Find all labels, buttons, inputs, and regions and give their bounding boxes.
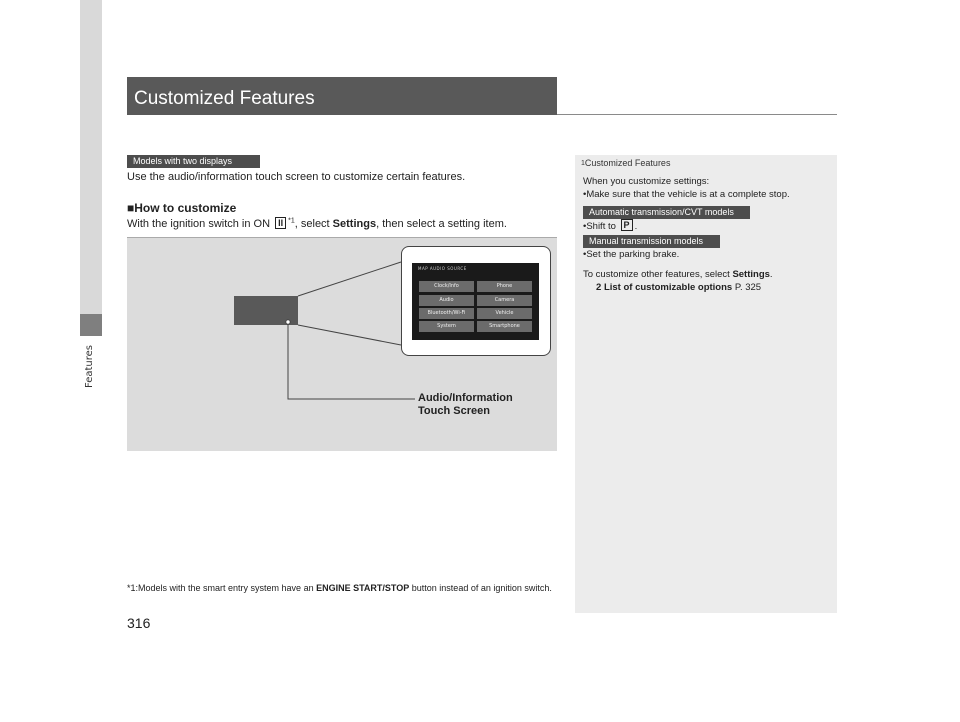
screen-btn-vehicle: Vehicle bbox=[477, 308, 532, 319]
panel-other-settings: Settings bbox=[732, 269, 770, 280]
screen-btn-clock: Clock/Info bbox=[419, 281, 474, 292]
footnote-prefix: *1:Models with the smart entry system have an bbox=[127, 583, 317, 593]
figure-label bbox=[418, 392, 513, 418]
link-page: P. 325 bbox=[732, 282, 762, 293]
park-key-label: P bbox=[621, 219, 633, 231]
screen-btn-bluetooth: Bluetooth/Wi-Fi bbox=[419, 308, 474, 319]
footnote-suffix: button instead of an ignition switch. bbox=[409, 583, 552, 593]
screen-btn-system: System bbox=[419, 321, 474, 332]
screen-btn-audio: Audio bbox=[419, 295, 474, 306]
customizable-options-link[interactable] bbox=[596, 282, 761, 293]
manual-badge: Manual transmission models bbox=[583, 235, 720, 248]
shift-suffix: . bbox=[634, 221, 638, 232]
panel-bullet-shift bbox=[583, 219, 637, 232]
side-tab-band bbox=[80, 0, 102, 314]
link-text: List of customizable options bbox=[603, 282, 733, 293]
panel-heading-text: Customized Features bbox=[584, 158, 671, 168]
howto-text bbox=[127, 217, 507, 230]
side-tab-label: Features bbox=[84, 345, 95, 388]
intro-text: Use the audio/information touch screen to customize certain features. bbox=[127, 171, 466, 183]
panel-bullet-brake: •Set the parking brake. bbox=[583, 249, 680, 260]
screen-btn-camera: Camera bbox=[477, 295, 532, 306]
figure-label-line1: Audio/Information bbox=[418, 392, 513, 404]
panel-heading-mark: 1 bbox=[581, 160, 585, 167]
panel-other-prefix: To customize other features, select bbox=[583, 269, 733, 280]
howto-text-mid: , select bbox=[294, 218, 333, 230]
panel-bullet-stop: •Make sure that the vehicle is at a complete stop. bbox=[583, 189, 790, 200]
footnote-bold: ENGINE START/STOP bbox=[316, 583, 410, 593]
title-rule bbox=[557, 114, 837, 115]
howto-text-before: With the ignition switch in ON bbox=[127, 218, 274, 230]
howto-heading: ■How to customize bbox=[127, 201, 237, 215]
touch-screen-image bbox=[412, 263, 539, 340]
figure-label-line2: Touch Screen bbox=[418, 405, 490, 417]
page-number: 316 bbox=[127, 615, 151, 631]
ignition-key-label: II bbox=[275, 217, 286, 229]
screen-btn-smartphone: Smartphone bbox=[477, 321, 532, 332]
side-tab-marker bbox=[80, 314, 102, 336]
figure-top-rule bbox=[127, 237, 557, 238]
page-title: Customized Features bbox=[134, 88, 315, 109]
models-badge: Models with two displays bbox=[127, 155, 260, 168]
screen-header: MAP AUDIO SOURCE bbox=[418, 266, 467, 271]
panel-when: When you customize settings: bbox=[583, 176, 710, 187]
footnote bbox=[127, 579, 567, 598]
link-arrow-icon: 2 bbox=[596, 282, 602, 293]
screen-btn-phone: Phone bbox=[477, 281, 532, 292]
shift-prefix: •Shift to bbox=[583, 221, 619, 232]
howto-text-after: , then select a setting item. bbox=[376, 218, 507, 230]
automatic-badge: Automatic transmission/CVT models bbox=[583, 206, 750, 219]
footnote-ref: *1 bbox=[288, 217, 295, 225]
dashboard-screen-shape bbox=[234, 296, 298, 325]
panel-other-suffix: . bbox=[769, 269, 773, 280]
settings-term: Settings bbox=[332, 218, 377, 230]
panel-other bbox=[583, 269, 773, 280]
panel-heading bbox=[581, 158, 670, 168]
